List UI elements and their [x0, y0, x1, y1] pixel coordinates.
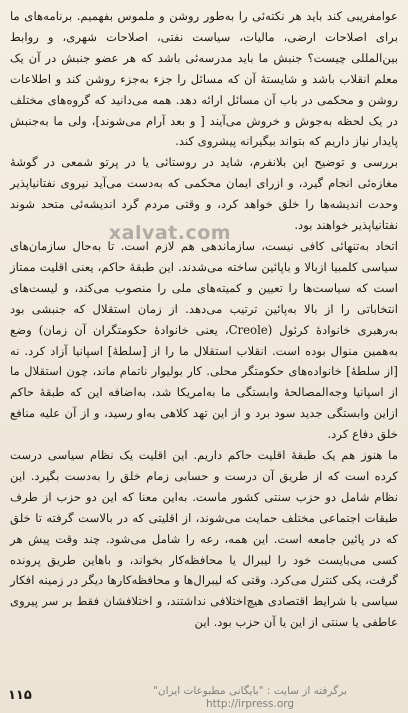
source-url-link[interactable]: http://irpress.org — [205, 698, 295, 710]
paragraph-3: اتحاد به‌تنهائی کافی نیست، سازماندهی هم لازم است. تا به‌حال سازمان‌های سیاسی کلمبیا ازبالا و باپائین ساخته می‌شدند. این طبقهٔ حاکم، یعنی اقلیت ممتاز است که سیاست‌ها را تعیین و کمیته‌های ملی را منصوب می‌کند، و لیست‌های انتخاباتی را از بالا به‌پائین ترتیب می‌دهد. از زمان استقلال که جنبشی بود به‌رهبری خانوادهٔ کرئول (Creole، یعنی خانوادهٔ حکومتگران آن زمان) وضع به‌همین منوال بوده است. انقلاب استقلال ما را از [سلطهٔ] اسپانیا آزاد کرد. نه [از سلطهٔ] خانواده‌های حکومتگر محلی. کار بولیوار ناتمام ماند، چون استقلال ما از اسپانیا وجه‌المصالحهٔ وابستگی ما به‌امریکا شد، به‌اضافه این که طبقهٔ حاکم ازاین وابستگی جدید سود برد و از این تهد کلاهی به‌او رسید، و از آن علیه منافع خلق دفاع کرد. — [10, 238, 398, 442]
paragraph-2: بررسی و توضیح این بلانفرم، شاید در روستائی یا در پرتو شمعی در گوشهٔ مغازه‌ئی انجام گیرد، و ازرای ایمان محکمی که به‌دست می‌آید نیروی نفتانیاپذیر وحدت اندیشه‌ها را خلق خواهد کرد، و وقتی مردم گرد اندیشه‌ئی متحد شوند نفتانیاپذیر خواهند بود. — [10, 155, 398, 233]
paragraph-4: ما هنوز هم یک طبقهٔ اقلیت حاکم داریم. این اقلیت یک نظام سیاسی درست کرده است که از طریق آن درست و حسابی زمام خلق را به‌دست بگیرد. این نظام شامل دو حزب سنتی کشور ماست. به‌این معنا که این دو حزب از طرف طبقات اجتماعی مختلف حمایت می‌شوند، از اقلیتی که در بالاست گرفته تا خلق که در پائین جامعه است. این همه، رعه را شامل می‌شود. چند وقت پیش هر کسی می‌بایست خود را لیبرال یا محافظه‌کار بخواند، و باهاین طریق پرونده گرفت، یکی کنترل می‌کرد. وقتی که لیبرال‌ها و محافظه‌کارها دیگر در زمینه افکار سیاسی با شرایط اقتصادی هیچ‌اختلافی نداشتند، و اختلافشان فقط بر سر پیروی عاطفی یا سنتی از این یا آن حزب بود. این — [10, 448, 398, 630]
page-footer — [0, 685, 408, 713]
source-credit — [100, 685, 400, 711]
site-watermark: xalvat.com — [108, 222, 232, 244]
paragraph-1: عوامفریبی کند باید هر نکته‌ئی را به‌طور روشن و ملموس بفهمیم. برنامه‌های ما برای اصلاحات ارضی، مالیات، سیاست نفتی، اصلاحات شهری، و روابط بین‌المللی چیست؟ جنبش ما باید مدرسه‌ئی باشد که هر عضو جنبش در آن یک معلم انقلاب باشد و شایستهٔ آن که مسائل را جزء به‌جزء روشن کند و اطلاعات روشن و محکمی در باب آن مسائل ارائه دهد. همه می‌دانید که گروه‌های مختلف در یک لحظه به‌جوش و خروش می‌آیند [ و بعد آرام می‌شوند]، ولی ما به‌جنبش پایدار نیاز داریم که بتواند بیگیرانه پیشروی کند. — [10, 9, 398, 149]
credit-line: برگرفته از سایت : "بایگانی مطبوعات ایران" — [153, 685, 347, 697]
page-number: ۱۱۵ — [8, 688, 32, 703]
body-text — [10, 6, 398, 633]
